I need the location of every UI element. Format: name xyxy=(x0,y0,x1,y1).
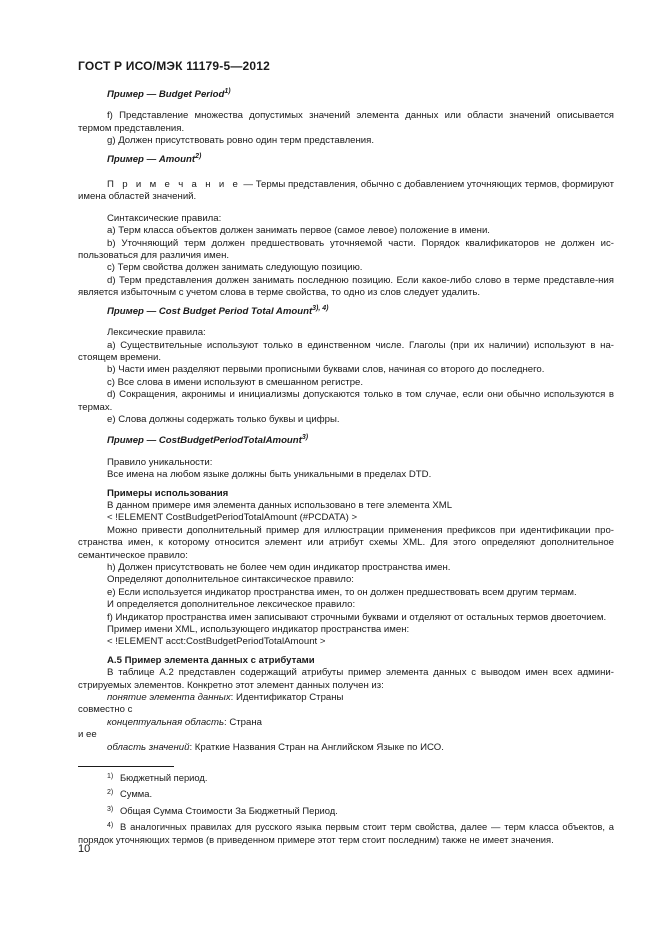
example-label: Пример — CostBudgetPeriodTotalAmount xyxy=(107,435,302,447)
derivation-term: область значений xyxy=(107,741,190,753)
footnote-ref: 1) xyxy=(224,88,231,95)
footnote-text: В аналогичных правилах для русского языка первым стоит терм свойства, далее — терм класса объектов, а порядок уточняющих термов (в приведенном примере этот терм стоит последним) также не имеет значения. xyxy=(78,821,614,845)
section-a5-para: В таблице А.2 представлен содержащий атрибуты пример элемента данных с выводом имен всех админи-стрируемых элементов. Конкретно этот элемент данных получен из: xyxy=(78,667,614,691)
lexical-rule-a: a) Существительные используют только в единственном числе. Глаголы (при их наличии) используют в на-стоящем времени. xyxy=(78,339,614,363)
lexical-rule-e: e) Слова должны содержать только буквы и цифры. xyxy=(107,413,340,425)
connector-text: совместно с xyxy=(78,704,133,716)
uniqueness-title: Правило уникальности: xyxy=(107,456,213,468)
footnote xyxy=(78,804,614,817)
usage-rule-h: h) Должен присутствовать не более чем один индикатор пространства имен. xyxy=(107,562,451,573)
usage-code: < !ELEMENT acct:CostBudgetPeriodTotalAmount > xyxy=(107,636,326,648)
usage-examples-heading: Примеры использования xyxy=(107,487,229,499)
usage-rule-f: f) Индикатор пространства имен записывают строчными буквами и отделяют от остальных термов двоеточием. xyxy=(107,611,607,623)
footnote-divider xyxy=(78,766,174,767)
footnote xyxy=(78,771,614,784)
footnote-ref: 3), 4) xyxy=(312,304,329,312)
usage-rule-e: e) Если используется индикатор пространства имен, то он должен предшествовать всем другим термам. xyxy=(107,586,577,598)
lexical-rule-c: c) Все слова в имени используют в смешанном регистре. xyxy=(107,376,364,388)
rule-g: g) Должен присутствовать ровно один терм представления. xyxy=(107,135,375,147)
footnote-text: Сумма. xyxy=(120,788,153,800)
syntax-rule-c: c) Терм свойства должен занимать следующую позицию. xyxy=(107,262,363,274)
example-cost-budget-camel xyxy=(78,435,614,447)
example-label: Пример — Cost Budget Period Total Amount xyxy=(107,305,313,317)
note-text: — Термы представления, обычно с добавлением уточняющих термов, формируют имена областей значений. xyxy=(78,179,614,203)
footnote-number: 1) xyxy=(107,773,114,780)
usage-code: < !ELEMENT CostBudgetPeriodTotalAmount (#PCDATA) > xyxy=(107,512,358,524)
syntax-rule-a: a) Терм класса объектов должен занимать первое (самое левое) положение в имени. xyxy=(107,225,490,237)
derivation-value: : Страна xyxy=(224,716,262,728)
syntax-rule-b: b) Уточняющий терм должен предшествовать уточняемой части. Порядок квалификаторов не должен ис-пользоваться для различия имен. xyxy=(78,237,614,262)
derivation-value: : Краткие Названия Стран на Английском Языке по ИСО. xyxy=(189,741,444,753)
derivation-term: понятие элемента данных xyxy=(107,692,231,704)
footnotes xyxy=(78,766,614,849)
footnote-ref: 2) xyxy=(195,152,202,160)
usage-para: Определяют дополнительное синтаксическое правило: xyxy=(107,574,354,586)
derivation-item xyxy=(78,692,614,704)
lexical-rules-title: Лексические правила: xyxy=(107,327,206,339)
uniqueness-rule: Все имена на любом языке должны быть уникальными в пределах DTD. xyxy=(107,469,432,481)
note xyxy=(78,179,614,204)
footnote-text: Общая Сумма Стоимости За Бюджетный Период. xyxy=(120,804,338,816)
usage-para: Пример имени XML, использующего индикатор пространства имен: xyxy=(107,624,410,636)
footnote-number: 3) xyxy=(107,805,114,813)
rule-f: f) Представление множества допустимых значений элемента данных или области значений описывается термом представления. xyxy=(78,110,614,134)
usage-para: В данном примере имя элемента данных использовано в теге элемента XML xyxy=(107,499,453,511)
syntax-rule-d: d) Терм представления должен занимать последнюю позицию. Если какое-либо слово в терме представле-ния является избыточным с учетом слова в терме свойства, то одно из слов следует удалить. xyxy=(78,274,614,299)
example-amount xyxy=(78,154,614,166)
usage-para: И определяется дополнительное лексическое правило: xyxy=(107,599,356,611)
example-cost-budget xyxy=(78,306,614,318)
footnote-ref: 3) xyxy=(301,434,309,442)
syntax-rules-title: Синтаксические правила: xyxy=(107,212,222,224)
footnote-number: 2) xyxy=(107,789,114,797)
example-label: Пример — Budget Period xyxy=(107,89,225,100)
lexical-rule-b: b) Части имен разделяют первыми прописными буквами слов, начиная со второго до последнего. xyxy=(107,364,545,376)
document-body xyxy=(78,89,614,754)
note-word: П р и м е ч а н и е xyxy=(107,179,241,191)
footnote xyxy=(78,787,614,800)
document-header: ГОСТ Р ИСО/МЭК 11179-5—2012 xyxy=(78,59,271,73)
example-budget-period xyxy=(78,89,614,101)
footnote-indent xyxy=(78,821,107,832)
derivation-term: концептуальная область xyxy=(107,716,225,728)
derivation-item xyxy=(78,742,614,754)
section-a5-heading: А.5 Пример элемента данных с атрибутами xyxy=(107,654,315,666)
connector-text: и ее xyxy=(78,729,97,741)
footnote xyxy=(78,820,614,846)
example-label: Пример — Amount xyxy=(107,153,196,165)
usage-para: Можно привести дополнительный пример для иллюстрации применения префиксов при идентификации про-странства имен, к которому относится элемент или атрибут схемы XML. Для этого определяют дополнительное семантическое правило: xyxy=(78,524,614,561)
footnote-text: Бюджетный период. xyxy=(120,772,208,783)
footnote-number: 4) xyxy=(107,822,114,830)
page-number: 10 xyxy=(78,843,91,855)
derivation-item xyxy=(78,717,614,729)
derivation-value: : Идентификатор Страны xyxy=(230,692,344,704)
lexical-rule-d: d) Сокращения, акронимы и инициализмы допускаются только в том случае, если они обычно используются в термах. xyxy=(78,389,614,413)
